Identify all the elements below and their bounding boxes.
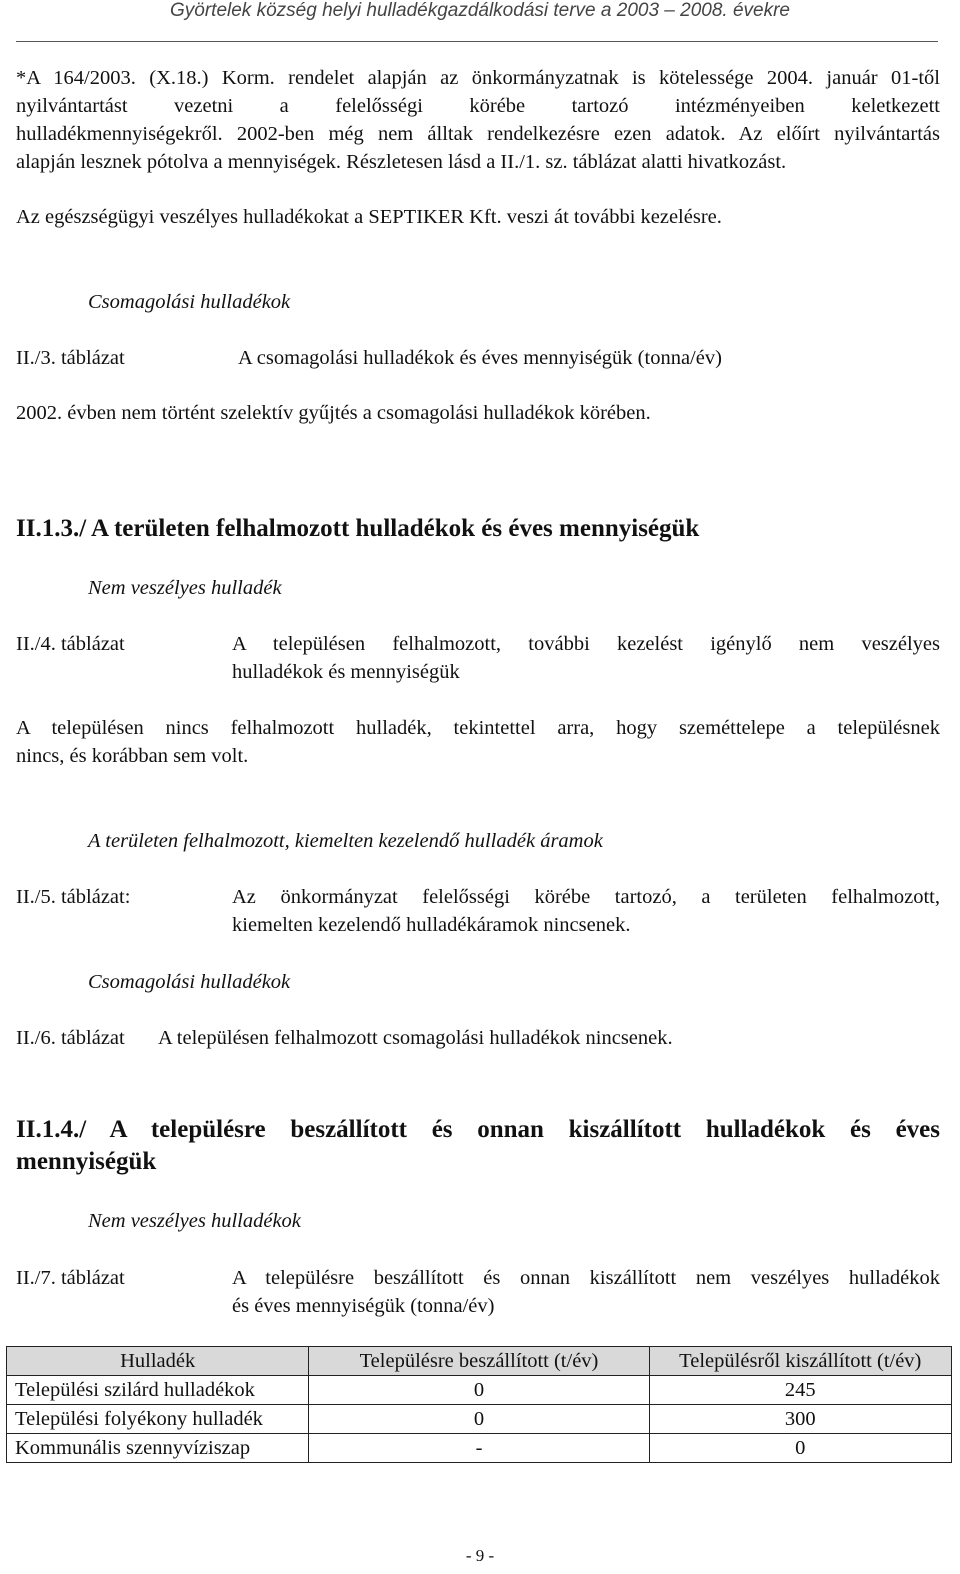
- table-title-7: [232, 1264, 940, 1320]
- note-line-4: alapján lesznek pótolva a mennyiségek. Részletesen lásd a II./1. sz. táblázat alatti hivatkozást.: [16, 151, 787, 173]
- table-header-waste: Hulladék: [7, 1347, 309, 1376]
- table-label-6: II./6. táblázat: [16, 1027, 125, 1049]
- table-cell-outgoing: 0: [649, 1434, 951, 1463]
- packaging-heading-2: Csomagolási hulladékok: [88, 971, 291, 993]
- table-title-6: A településen felhalmozott csomagolási hulladékok nincsenek.: [158, 1027, 673, 1049]
- table-cell-outgoing: 300: [649, 1405, 951, 1434]
- table-header-outgoing: Településről kiszállított (t/év): [649, 1347, 951, 1376]
- table-caption-5: [16, 883, 940, 939]
- table-label-4: II./4. táblázat: [16, 633, 125, 655]
- table-row: [7, 1434, 952, 1463]
- table-title-3: A csomagolási hulladékok és éves mennyiségük (tonna/év): [238, 347, 722, 369]
- table-cell-outgoing: 245: [649, 1376, 951, 1405]
- table-title-5-line-1: Az önkormányzat felelősségi körébe tartozó, a területen felhalmozott,: [232, 886, 940, 908]
- table-row: [7, 1405, 952, 1434]
- table-label-3: II./3. táblázat: [16, 347, 125, 369]
- subheading-nonhazardous-1: Nem veszélyes hulladék: [88, 577, 282, 599]
- table-header-row: [7, 1347, 952, 1376]
- packaging-text-1: 2002. évben nem történt szelektív gyűjtés a csomagolási hulladékok körében.: [16, 402, 651, 424]
- header-rule: [16, 41, 938, 42]
- table-label-5: II./5. táblázat:: [16, 886, 131, 908]
- section-heading-114-line-1: II.1.4./ A településre beszállított és onnan kiszállított hulladékok és éves: [16, 1116, 940, 1143]
- table-cell-incoming: 0: [309, 1405, 649, 1434]
- table-cell-waste: Kommunális szennyvíziszap: [7, 1434, 309, 1463]
- section-heading-114-line-2: mennyiségük: [16, 1148, 157, 1175]
- table-caption-6: [16, 1024, 940, 1052]
- table-title-4: [232, 630, 940, 686]
- table-label-7: II./7. táblázat: [16, 1267, 125, 1289]
- table-caption-4: [16, 630, 940, 686]
- table-caption-3: [16, 344, 940, 372]
- table-header-incoming: Településre beszállított (t/év): [309, 1347, 649, 1376]
- note-line-1: *A 164/2003. (X.18.) Korm. rendelet alapján az önkormányzatnak is kötelessége 2004. január 01-től: [16, 67, 940, 89]
- table-cell-incoming: 0: [309, 1376, 649, 1405]
- page-header: Györtelek község helyi hulladékgazdálkodási terve a 2003 – 2008. évekre: [170, 0, 790, 21]
- page-number: - 9 -: [465, 1546, 495, 1565]
- table-title-5: [232, 883, 940, 939]
- section-113-text-2: nincs, és korábban sem volt.: [16, 745, 249, 767]
- table-title-5-line-2: kiemelten kezelendő hulladékáramok nincsenek.: [232, 914, 631, 936]
- table-row: [7, 1376, 952, 1405]
- table-cell-waste: Települési folyékony hulladék: [7, 1405, 309, 1434]
- table-cell-waste: Települési szilárd hulladékok: [7, 1376, 309, 1405]
- table-title-7-line-2: és éves mennyiségük (tonna/év): [232, 1295, 495, 1317]
- section-heading-113: II.1.3./ A területen felhalmozott hulladékok és éves mennyiségük: [16, 515, 700, 542]
- table-caption-7: [16, 1264, 940, 1320]
- note-line-3: hulladékmennyiségekről. 2002-ben még nem álltak rendelkezésre ezen adatok. Az előírt nyilvántartás: [16, 123, 940, 145]
- septiker-text: Az egészségügyi veszélyes hulladékokat a SEPTIKER Kft. veszi át további kezelésre.: [16, 206, 722, 228]
- note-line-2: nyilvántartást vezetni a felelősségi körébe tartozó intézményeiben keletkezett: [16, 95, 940, 117]
- table-title-4-line-1: A településen felhalmozott, további kezelést igénylő nem veszélyes: [232, 633, 940, 655]
- table-cell-incoming: -: [309, 1434, 649, 1463]
- packaging-heading-1: Csomagolási hulladékok: [88, 291, 291, 313]
- subheading-nonhazardous-2: Nem veszélyes hulladékok: [88, 1210, 301, 1232]
- special-heading: A területen felhalmozott, kiemelten kezelendő hulladék áramok: [88, 830, 603, 852]
- waste-table: [6, 1346, 952, 1463]
- table-title-4-line-2: hulladékok és mennyiségük: [232, 661, 460, 683]
- table-title-7-line-1: A településre beszállított és onnan kiszállított nem veszélyes hulladékok: [232, 1267, 940, 1289]
- section-113-text-1: A településen nincs felhalmozott hulladék, tekintettel arra, hogy szeméttelepe a településnek: [16, 717, 940, 739]
